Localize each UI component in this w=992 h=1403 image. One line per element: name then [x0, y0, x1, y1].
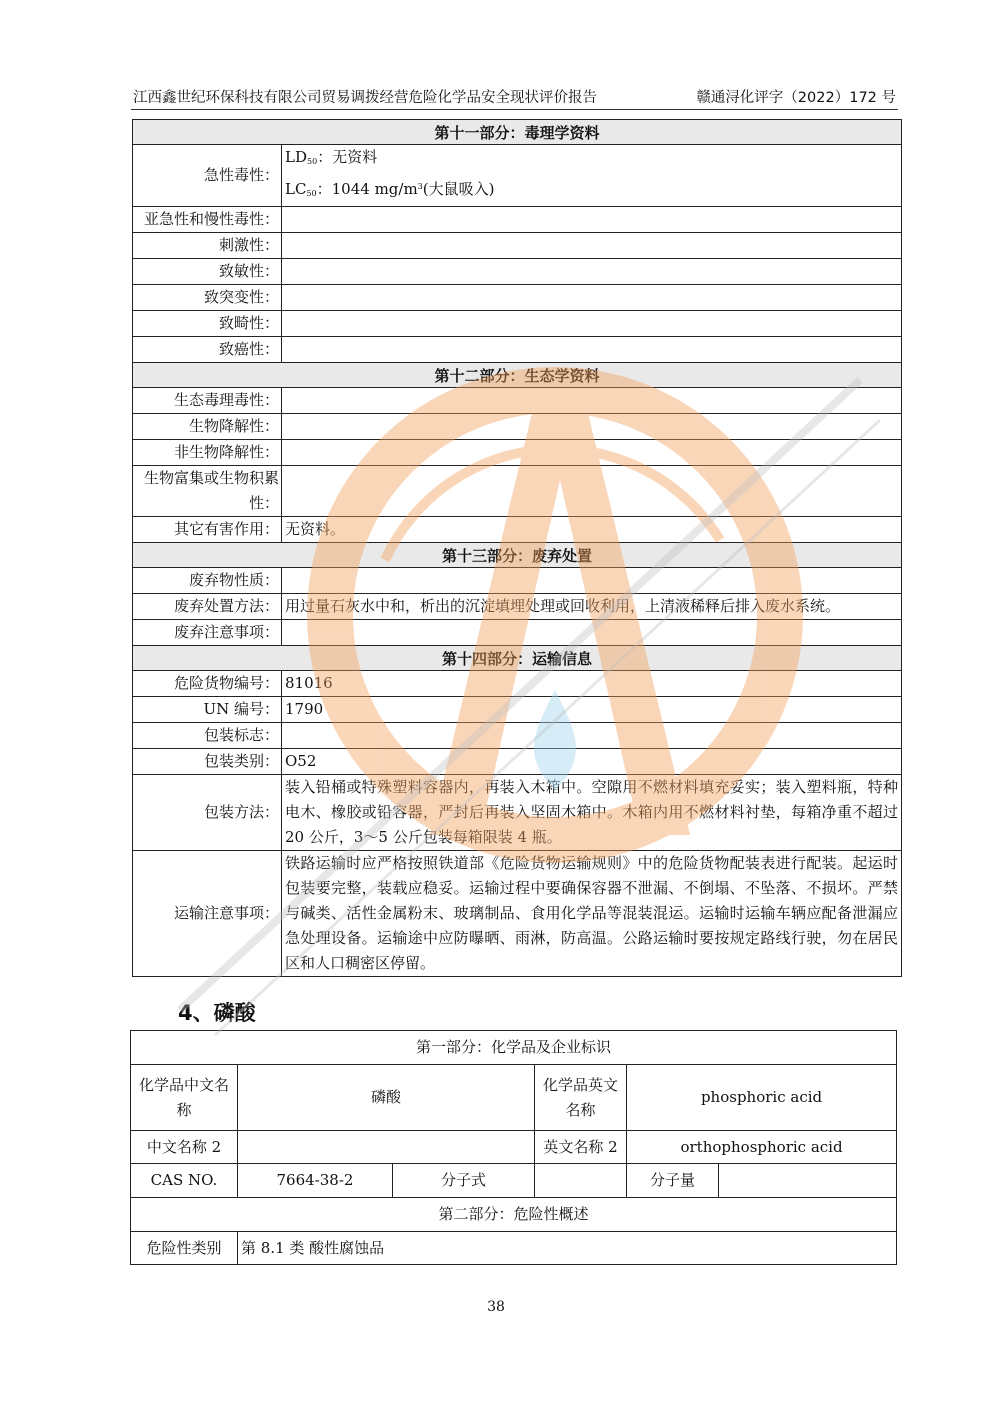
lc50-tail: (大鼠吸入) [422, 180, 495, 198]
dangerous-goods-number-label: 危险货物编号： [133, 671, 282, 697]
hazard-class-label: 危险性类别 [131, 1232, 238, 1265]
bioaccumulation-label: 生物富集或生物积累性： [133, 466, 282, 517]
carcinogenicity-label: 致癌性： [133, 337, 282, 363]
formula-value [535, 1164, 627, 1198]
un-number-value: 1790 [282, 697, 902, 723]
page-number: 38 [487, 1299, 505, 1315]
ld50-prefix: LD [285, 148, 307, 166]
teratogenicity-label: 致畸性： [133, 311, 282, 337]
packaging-method-label: 包装方法： [133, 775, 282, 851]
molecular-weight-value [719, 1164, 897, 1198]
cn-name-2-label: 中文名称 2 [131, 1131, 238, 1164]
ld50-text: ：无资料 [317, 148, 378, 166]
package-category-value: O52 [282, 749, 902, 775]
msds-table [132, 119, 902, 977]
ecotoxicity-label: 生态毒理毒性： [133, 388, 282, 414]
acute-toxicity-label: 急性毒性： [133, 145, 282, 207]
waste-nature-label: 废弃物性质： [133, 568, 282, 594]
biodegradability-label: 生物降解性： [133, 414, 282, 440]
waste-nature-value [282, 568, 902, 594]
lc50-subscript: 50 [306, 189, 317, 198]
section-12-title: 第十二部分：生态学资料 [133, 363, 902, 388]
report-number: 赣通浔化评字（2022）172 号 [696, 90, 896, 106]
transport-notes-value: 铁路运输时应严格按照铁道部《危险货物运输规则》中的危险货物配装表进行配装。起运时包装要完整，装载应稳妥。运输过程中要确保容器不泄漏、不倒塌、不坠落、不损坏。严禁与碱类、活性金属粉末、玻璃制品、食用化学品等混装混运。运输时运输车辆应配备泄漏应急处理设备。运输途中应防曝晒、雨淋，防高温。公路运输时要按规定路线行驶，勿在居民区和人口稠密区停留。 [282, 851, 902, 977]
dangerous-goods-number-value: 81016 [282, 671, 902, 697]
package-mark-label: 包装标志： [133, 723, 282, 749]
subchronic-toxicity-value [282, 207, 902, 233]
mutagenicity-value [282, 285, 902, 311]
subchronic-toxicity-label: 亚急性和慢性毒性： [133, 207, 282, 233]
other-effects-label: 其它有害作用： [133, 517, 282, 543]
lc50-superscript: 3 [417, 182, 423, 191]
biodegradability-value [282, 414, 902, 440]
molecular-weight-label: 分子量 [627, 1164, 719, 1198]
package-category-label: 包装类别： [133, 749, 282, 775]
other-effects-value: 无资料。 [282, 517, 902, 543]
phosphoric-acid-table [130, 1030, 897, 1265]
en-name-value: phosphoric acid [627, 1065, 897, 1131]
bioaccumulation-value [282, 466, 902, 517]
lc50-prefix: LC [285, 180, 307, 198]
section-11-title: 第十一部分：毒理学资料 [133, 120, 902, 145]
mutagenicity-label: 致突变性： [133, 285, 282, 311]
hazard-class-value: 第 8.1 类 酸性腐蚀品 [238, 1232, 897, 1265]
nonbiodegradability-value [282, 440, 902, 466]
section-13-title: 第十三部分：废弃处置 [133, 543, 902, 568]
sensitization-label: 致敏性： [133, 259, 282, 285]
waste-notes-label: 废弃注意事项： [133, 620, 282, 646]
en-name-2-value: orthophosphoric acid [627, 1131, 897, 1164]
ecotoxicity-value [282, 388, 902, 414]
cn-name-label: 化学品中文名称 [131, 1065, 238, 1131]
cn-name-2-value [238, 1131, 535, 1164]
part-2-title: 第二部分：危险性概述 [131, 1198, 897, 1232]
nonbiodegradability-label: 非生物降解性： [133, 440, 282, 466]
report-title: 江西鑫世纪环保科技有限公司贸易调拨经营危险化学品安全现状评价报告 [133, 90, 597, 106]
ld50-line [285, 145, 898, 174]
cas-value: 7664-38-2 [238, 1164, 393, 1198]
en-name-label: 化学品英文名称 [535, 1065, 627, 1131]
lc50-line [285, 174, 898, 206]
package-mark-value [282, 723, 902, 749]
waste-disposal-value: 用过量石灰水中和，析出的沉淀填埋处理或回收利用，上清液稀释后排入废水系统。 [282, 594, 902, 620]
part-1-title: 第一部分：化学品及企业标识 [131, 1031, 897, 1065]
packaging-method-value: 装入铅桶或特殊塑料容器内，再装入木箱中。空隙用不燃材料填充妥实；装入塑料瓶，特种电木、橡胶或铅容器，严封后再装入坚固木箱中。木箱内用不燃材料衬垫，每箱净重不超过 20 公斤，3～5 公斤包装每箱限装 4 瓶。 [282, 775, 902, 851]
formula-label: 分子式 [393, 1164, 535, 1198]
acute-toxicity-value [282, 145, 902, 207]
en-name-2-label: 英文名称 2 [535, 1131, 627, 1164]
section-14-title: 第十四部分：运输信息 [133, 646, 902, 671]
un-number-label: UN 编号： [133, 697, 282, 723]
irritation-label: 刺激性： [133, 233, 282, 259]
waste-notes-value [282, 620, 902, 646]
transport-notes-label: 运输注意事项： [133, 851, 282, 977]
cas-label: CAS NO. [131, 1164, 238, 1198]
carcinogenicity-value [282, 337, 902, 363]
header-rule [131, 109, 898, 110]
sensitization-value [282, 259, 902, 285]
section-heading: 4、磷酸 [178, 1001, 256, 1025]
teratogenicity-value [282, 311, 902, 337]
ld50-subscript: 50 [307, 157, 318, 166]
lc50-text: ：1044 mg/m [316, 180, 418, 198]
irritation-value [282, 233, 902, 259]
cn-name-value: 磷酸 [238, 1065, 535, 1131]
waste-disposal-label: 废弃处置方法： [133, 594, 282, 620]
